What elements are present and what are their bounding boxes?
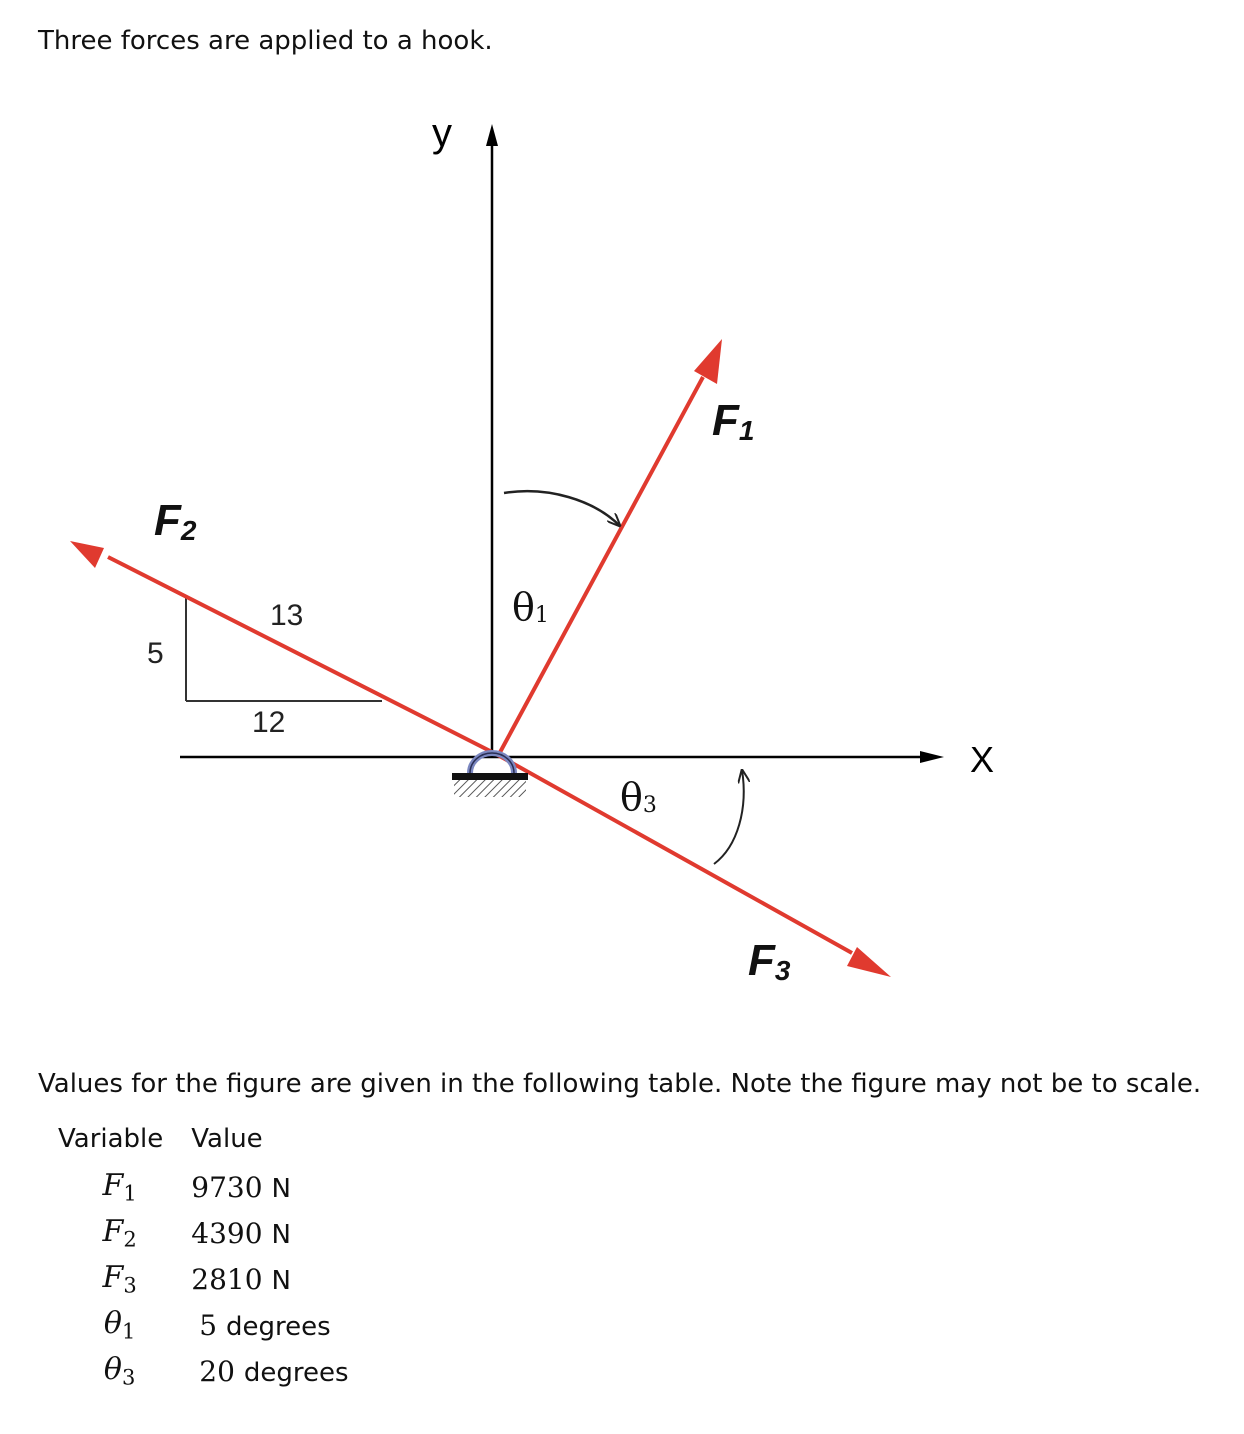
header-variable: Variable <box>58 1124 164 1154</box>
variable-symbol: F <box>102 1260 124 1296</box>
theta3-arc <box>714 770 744 864</box>
table-row <box>58 1348 359 1394</box>
theta1-subscript: 1 <box>534 603 549 628</box>
slope-hyp-label: 13 <box>270 599 304 632</box>
theta3-subscript: 3 <box>642 793 657 818</box>
variable-cell <box>58 1256 191 1302</box>
table-row <box>58 1210 359 1256</box>
values-table <box>58 1120 359 1394</box>
value-unit: degrees <box>226 1311 331 1342</box>
variable-subscript: 1 <box>123 1181 137 1206</box>
value-number: 9730 <box>191 1170 263 1204</box>
value-cell <box>191 1256 358 1302</box>
force-f1-label <box>712 396 754 446</box>
slope-vertical-label: 5 <box>147 637 164 670</box>
variable-symbol: θ <box>103 1352 122 1388</box>
variable-cell <box>58 1210 191 1256</box>
value-number: 2810 <box>191 1262 263 1296</box>
theta3-symbol: θ <box>620 775 643 819</box>
value-number: 20 <box>199 1354 235 1388</box>
intro-text: Three forces are applied to a hook. <box>38 26 493 56</box>
value-cell <box>191 1302 358 1348</box>
variable-cell <box>58 1164 191 1210</box>
values-note: Values for the figure are given in the following table. Note the figure may not be to scale. <box>38 1069 1202 1099</box>
table-row <box>58 1302 359 1348</box>
value-unit: N <box>271 1173 291 1204</box>
force-f3-label <box>748 936 791 986</box>
x-axis-label: X <box>970 739 995 780</box>
y-axis-arrowhead <box>486 124 498 146</box>
variable-symbol: θ <box>103 1306 122 1342</box>
variable-symbol: F <box>102 1214 124 1250</box>
theta1-arc <box>504 491 620 526</box>
variable-subscript: 1 <box>121 1319 136 1344</box>
variable-symbol: F <box>102 1168 124 1204</box>
hook-support <box>452 753 528 797</box>
value-unit: degrees <box>243 1357 349 1388</box>
variable-subscript: 2 <box>123 1227 137 1252</box>
value-cell <box>191 1348 358 1394</box>
force-f3-symbol: F <box>748 936 775 985</box>
table-row <box>58 1256 359 1302</box>
theta1-symbol: θ <box>512 585 535 629</box>
force-f1-symbol: F <box>712 396 739 445</box>
value-number: 5 <box>199 1308 218 1342</box>
theta1-label <box>512 585 549 629</box>
force-f3-subscript: 3 <box>774 955 791 986</box>
variable-subscript: 3 <box>123 1273 137 1298</box>
x-axis <box>180 751 944 763</box>
value-number: 4390 <box>191 1216 263 1250</box>
values-table-header <box>58 1120 359 1164</box>
slope-horizontal-label: 12 <box>252 706 286 739</box>
value-unit: N <box>271 1265 291 1296</box>
y-axis <box>486 124 498 757</box>
header-value: Value <box>191 1124 263 1154</box>
value-cell <box>191 1164 358 1210</box>
y-axis-label: y <box>432 111 452 155</box>
value-unit: N <box>271 1219 291 1250</box>
variable-cell <box>58 1348 191 1394</box>
x-axis-arrowhead <box>920 751 944 763</box>
force-f1-arrow <box>498 339 722 756</box>
force-f2-symbol: F <box>154 496 181 545</box>
force-f2-subscript: 2 <box>180 515 197 546</box>
variable-subscript: 3 <box>121 1365 136 1390</box>
value-cell <box>191 1210 358 1256</box>
theta3-label <box>620 775 657 819</box>
force-f1-subscript: 1 <box>738 415 755 446</box>
table-row <box>58 1164 359 1210</box>
force-f2-label <box>154 496 197 546</box>
variable-cell <box>58 1302 191 1348</box>
force-f3-arrow <box>496 754 891 977</box>
